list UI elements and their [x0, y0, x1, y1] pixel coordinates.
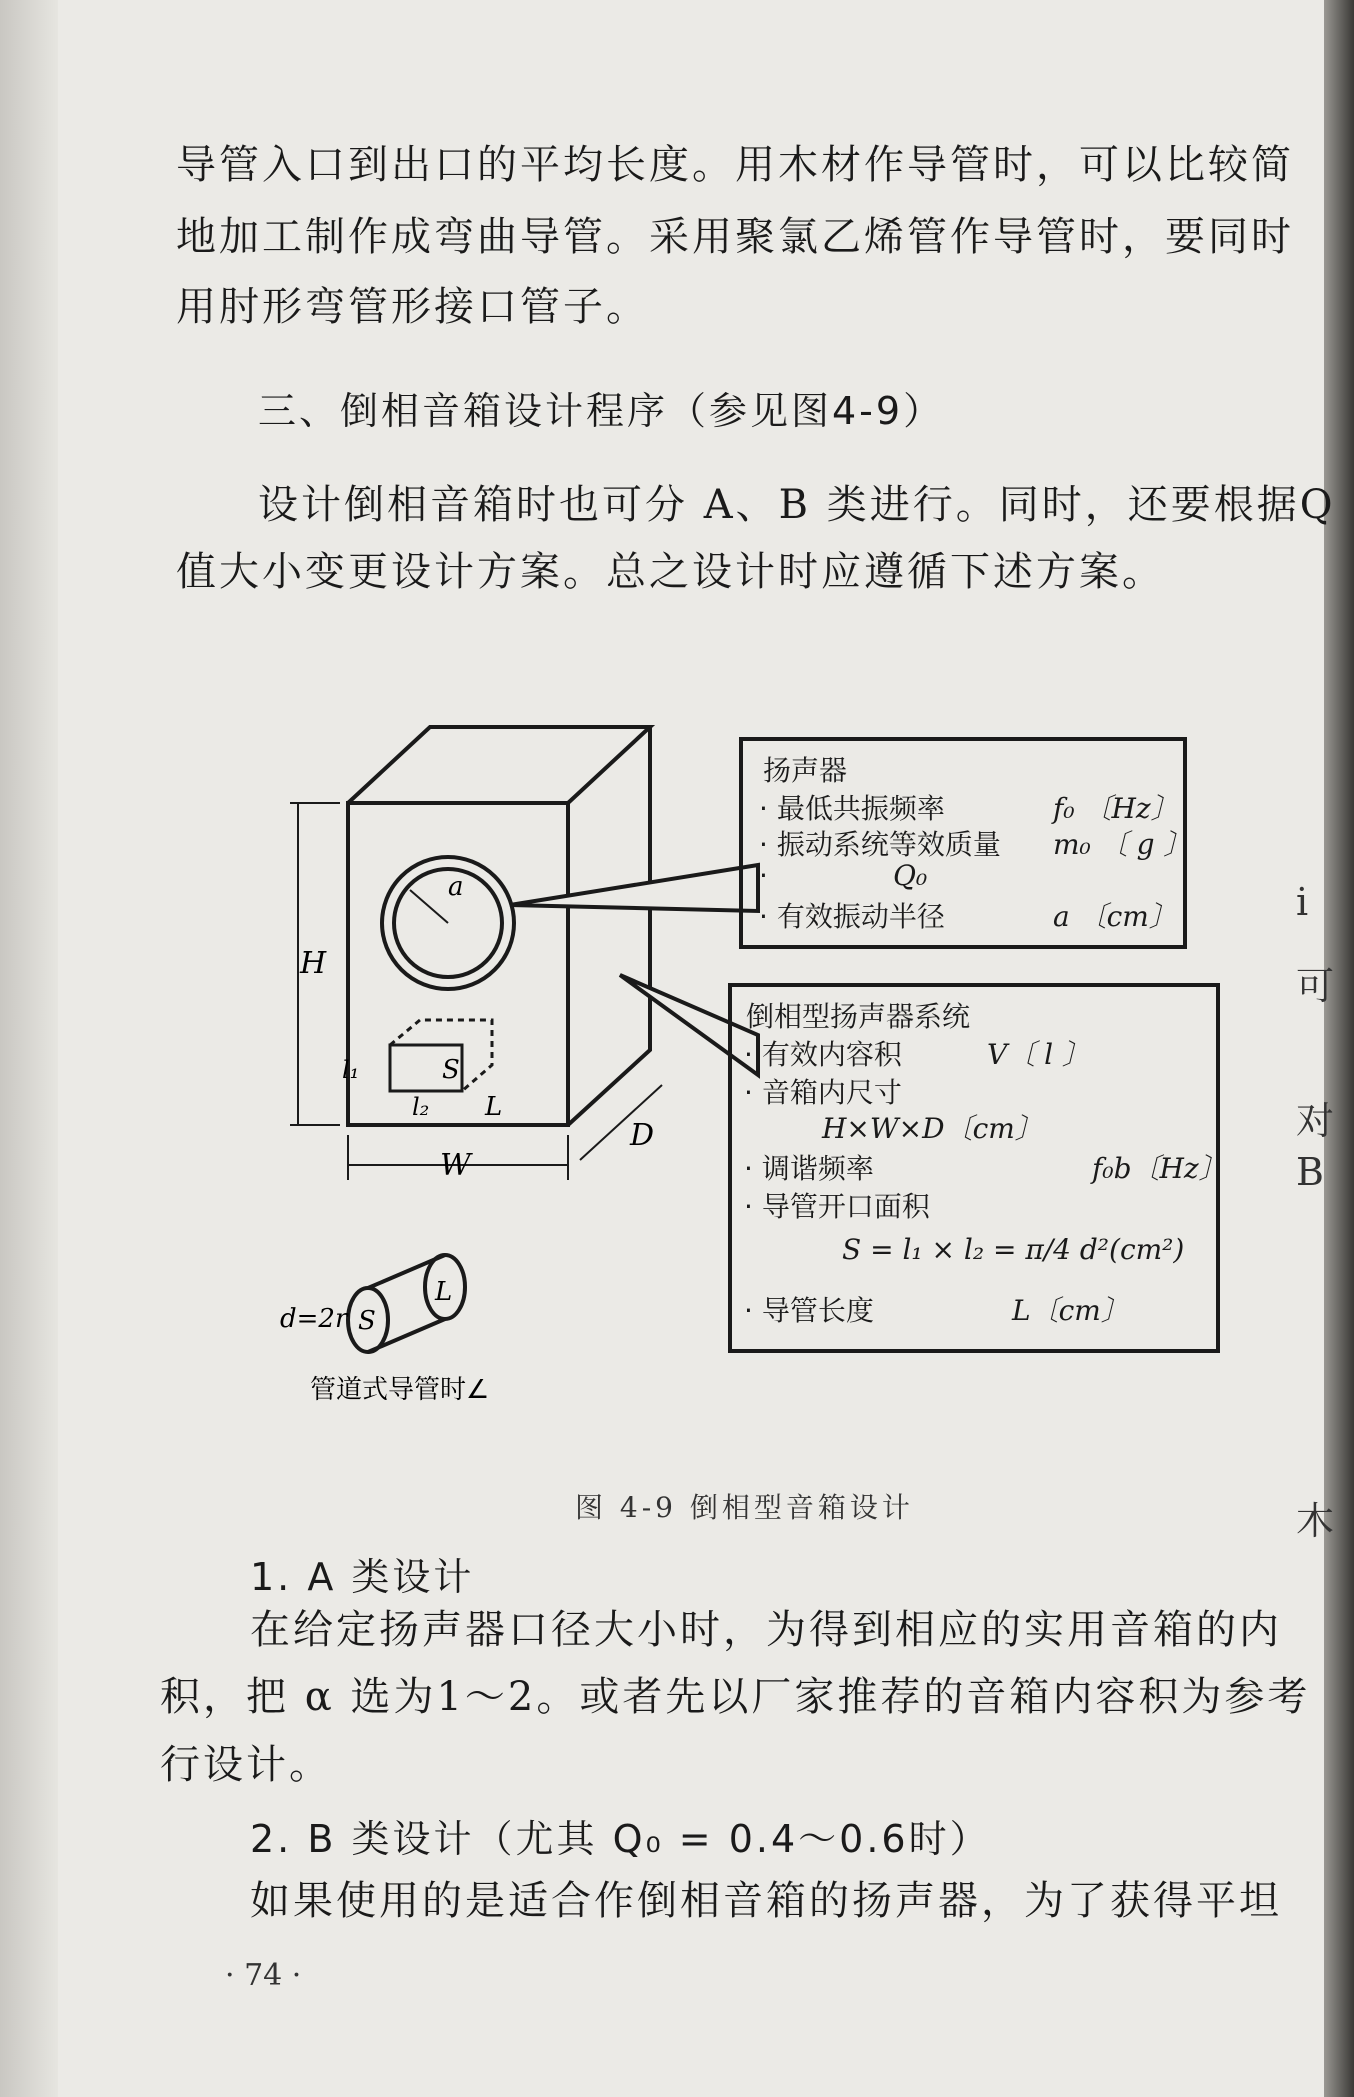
paragraph-line: 积，把 α 选为1～2。或者先以厂家推荐的音箱内容积为参考	[160, 1674, 1311, 1720]
margin-char: 木	[1296, 1499, 1335, 1543]
system-row: · 音箱内尺寸	[744, 1076, 902, 1109]
system-row: · 导管长度	[744, 1294, 874, 1327]
label-pipe-d: d=2r	[280, 1304, 348, 1334]
cabinet-top	[348, 727, 650, 803]
speaker-row: · 有效振动半径	[759, 900, 945, 933]
paragraph-line: 如果使用的是适合作倒相音箱的扬声器，为了获得平坦	[250, 1878, 1282, 1924]
margin-char: 可	[1296, 964, 1335, 1008]
left-gutter	[0, 0, 58, 2097]
label-L: L	[485, 1092, 503, 1122]
label-D: D	[630, 1118, 655, 1153]
label-l1: l₁	[342, 1056, 360, 1084]
paragraph-line: 在给定扬声器口径大小时，为得到相应的实用音箱的内	[250, 1607, 1282, 1653]
system-row: · 调谐频率	[744, 1152, 874, 1185]
label-l2: l₂	[412, 1093, 430, 1121]
speaker-row-value: f₀ 〔Hz〕	[1053, 792, 1179, 825]
speaker-box-title: 扬声器	[763, 754, 848, 787]
label-S: S	[442, 1055, 460, 1085]
label-W: W	[440, 1148, 471, 1183]
speaker-row-value: a 〔cm〕	[1053, 900, 1177, 933]
paragraph-line: 设计倒相音箱时也可分 A、B 类进行。同时，还要根据Q	[258, 482, 1336, 528]
speaker-info-box	[739, 737, 1192, 949]
speaker-row-value: m₀ 〔 g 〕	[1053, 828, 1192, 861]
section-a-title: 1. A 类设计	[250, 1555, 475, 1599]
speaker-callout	[510, 865, 758, 911]
right-gutter	[1324, 0, 1354, 2097]
label-pipe-S: S	[358, 1306, 376, 1336]
speaker-row: · 振动系统等效质量	[759, 828, 1001, 861]
pipe-caption: 管道式导管时∠	[310, 1375, 490, 1405]
duct-depth	[390, 1020, 492, 1091]
system-row-value: f₀b〔Hz〕	[1092, 1152, 1227, 1185]
page-number: · 74 ·	[225, 1958, 302, 1993]
system-row-value: H×W×D〔cm〕	[822, 1112, 1043, 1145]
label-H: H	[300, 946, 327, 981]
paragraph-line: 行设计。	[160, 1742, 332, 1788]
section-heading: 三、倒相音箱设计程序（参见图4-9）	[258, 389, 945, 433]
speaker-row-value: Q₀	[893, 859, 928, 892]
cabinet-drawing	[290, 727, 758, 1352]
paragraph-line: 用肘形弯管形接口管子。	[176, 284, 649, 330]
section-b-title: 2. B 类设计（尤其 Q₀ = 0.4～0.6时）	[250, 1817, 991, 1861]
margin-char: B	[1296, 1150, 1324, 1194]
system-row-value: L〔cm〕	[1012, 1294, 1129, 1327]
paragraph-line: 导管入口到出口的平均长度。用木材作导管时，可以比较简	[176, 142, 1294, 188]
system-row-value: V〔 l 〕	[987, 1038, 1090, 1071]
system-info-box	[728, 983, 1227, 1353]
system-row: · 导管开口面积	[744, 1190, 930, 1223]
system-row-value: S = l₁ × l₂ = π/4 d²(cm²)	[842, 1233, 1185, 1266]
speaker-row: ·	[759, 859, 768, 892]
label-pipe-L: L	[435, 1277, 453, 1307]
figure-caption: 图 4-9 倒相型音箱设计	[575, 1491, 914, 1524]
speaker-row: · 最低共振频率	[759, 792, 945, 825]
margin-char: 对	[1296, 1099, 1335, 1143]
margin-char: i	[1296, 880, 1309, 924]
cabinet-side	[568, 727, 650, 1125]
system-row: · 有效内容积	[744, 1038, 902, 1071]
label-a: a	[448, 872, 464, 902]
paragraph-line: 地加工制作成弯曲导管。采用聚氯乙烯管作导管时，要同时	[176, 214, 1294, 260]
system-box-title: 倒相型扬声器系统	[746, 1000, 971, 1033]
paragraph-line: 值大小变更设计方案。总之设计时应遵循下述方案。	[176, 549, 1165, 595]
